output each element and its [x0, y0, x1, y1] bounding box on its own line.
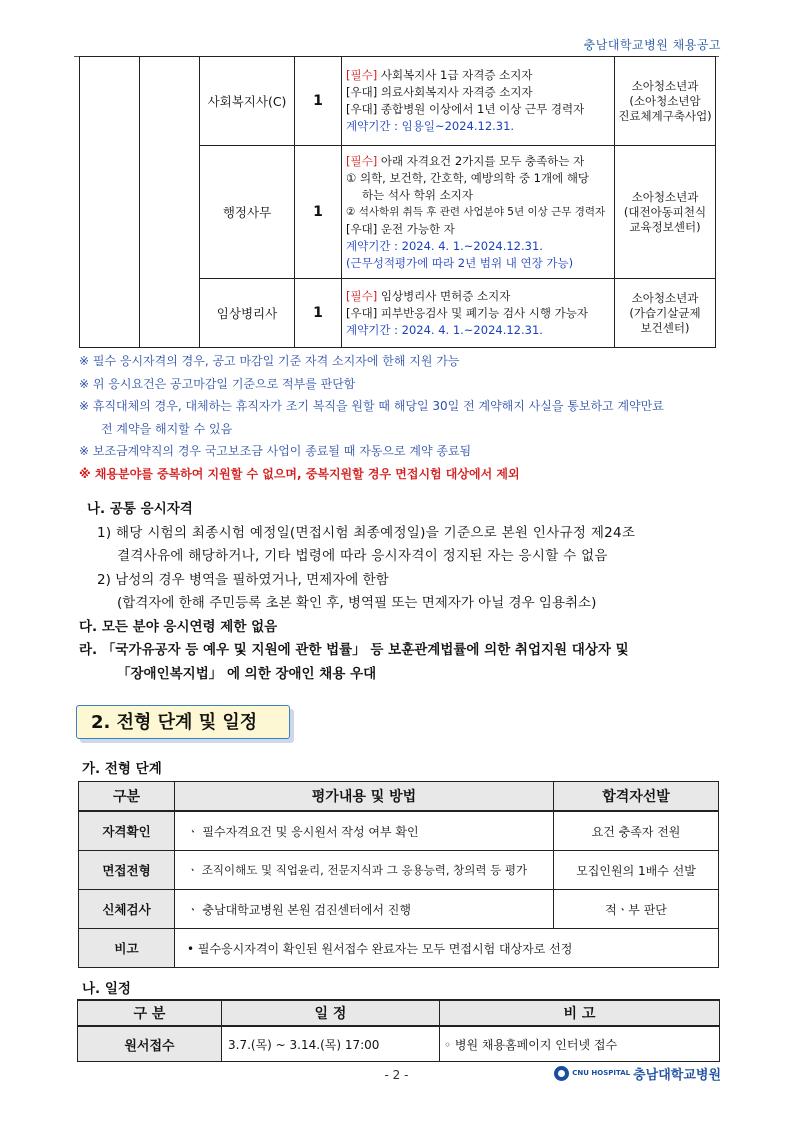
common-requirements: 나. 공통 응시자격 1) 해당 시험의 최종시험 예정일(면접시험 최종예정일)을 기준으로 본원 인사규정 제24조 결격사유에 해당하거나, 기타 법령에 따라 응시자격이 정지된 자는 응시할 수 없음 2) 남성의 경우 병역을 필하였거나, 면제자에 한함 (합격자에 한해 주민등록 초본 확인 후, 병역필 또는 면제자가 아닐 경우 임용취소) 다. 모든 분야 응시연령 제한 없음 라. 「국가유공자 등 예우 및 지원에 관한 법률」 등 보훈관계법률에 의한 취업지원 대상자 및 「장애인복지법」 에 의한 장애인 채용 우대 — [79, 498, 729, 686]
contract-period: 계약기간 : 2024. 4. 1.~2024.12.31. — [346, 238, 543, 253]
note: ※ 위 응시요건은 공고마감일 기준으로 적부를 판단함 — [79, 376, 356, 391]
table-header-row: 구분 평가내용 및 방법 합격자선발 — [79, 782, 719, 812]
subsection-title: 가. 전형 단계 — [82, 761, 162, 777]
logo-english: CNU HOSPITAL — [572, 1069, 631, 1077]
table-row: 자격확인 ㆍ 필수자격요건 및 응시원서 작성 여부 확인 요건 충족자 전원 — [79, 811, 719, 851]
job-table — [79, 56, 716, 348]
contract-extension: (근무성적평가에 따라 2년 범위 내 연장 가능) — [346, 255, 574, 270]
notes-list — [79, 350, 729, 485]
subsection-title: 나. 일정 — [82, 981, 131, 997]
note: 전 계약을 해지할 수 있음 — [101, 421, 233, 436]
job-department: 소아청소년과 (대전아동피천식 교육정보센터) — [615, 146, 716, 279]
job-requirements: [필수] 아래 자격요건 2가지를 모두 충족하는 자 ① 의학, 보건학, 간호학, 예방의학 중 1개에 해당 하는 석사 학위 소지자 ② 석사학위 취득 후 관련 사업분야 5년 이상 근무 경력자 [우대] 운전 가능한 자 계약기간 : 2024. 4. 1.~2024.12.31. (근무성적평가에 따라 2년 범위 내 연장 가능) — [342, 146, 615, 279]
job-requirements: [필수] 사회복지사 1급 자격증 소지자 [우대] 의료사회복지사 자격증 소지자 [우대] 종합병원 이상에서 1년 이상 근무 경력자 계약기간 : 임용일~2024.12.31. — [342, 57, 615, 146]
schedule-table — [77, 999, 720, 1062]
note-warning: ※ 채용분야를 중복하여 지원할 수 없으며, 중복지원할 경우 면접시험 대상에서 제외 — [79, 466, 520, 481]
job-title: 행정사무 — [200, 146, 295, 279]
job-count: 1 — [295, 279, 342, 348]
table-row: 원서접수 3.7.(목) ~ 3.14.(목) 17:00 ◦ 병원 채용홈페이지 인터넷 접수 — [78, 1026, 720, 1062]
stages-table — [78, 781, 719, 968]
note: ※ 필수 응시자격의 경우, 공고 마감일 기준 자격 소지자에 한해 지원 가능 — [79, 354, 460, 368]
hospital-logo — [554, 1064, 721, 1083]
job-count: 1 — [295, 146, 342, 279]
job-department: 소아청소년과 (가습기살균제 보건센터) — [615, 279, 716, 348]
table-row: 신체검사 ㆍ 충남대학교병원 본원 검진센터에서 진행 적ㆍ부 판단 — [79, 890, 719, 929]
section-title: 2. 전형 단계 및 일정 — [76, 705, 290, 739]
section-heading: 나. 공통 응시자격 — [87, 501, 193, 517]
section-heading: 다. 모든 분야 응시연령 제한 없음 — [79, 618, 278, 635]
job-title: 사회복지사(C) — [200, 57, 295, 146]
job-title: 임상병리사 — [200, 279, 295, 348]
job-count: 1 — [295, 57, 342, 146]
table-row — [80, 57, 716, 146]
note: ※ 휴직대체의 경우, 대체하는 휴직자가 조기 복직을 원할 때 해당일 30일 전 계약해지 사실을 통보하고 계약만료 — [79, 399, 664, 413]
job-requirements: [필수] 임상병리사 면허증 소지자 [우대] 피부반응검사 및 폐기능 검사 시행 가능자 계약기간 : 2024. 4. 1.~2024.12.31. — [342, 279, 615, 348]
contract-period: 계약기간 : 2024. 4. 1.~2024.12.31. — [346, 322, 543, 337]
page-number: - 2 - — [384, 1068, 409, 1082]
logo-korean: 충남대학교병원 — [633, 1068, 721, 1083]
logo-icon — [554, 1066, 569, 1081]
section-heading: 라. 「국가유공자 등 예우 및 지원에 관한 법률」 등 보훈관계법률에 의한 취업지원 대상자 및 — [79, 642, 629, 658]
table-row: 비고 • 필수응시자격이 확인된 원서접수 완료자는 모두 면접시험 대상자로 선정 — [79, 929, 719, 968]
contract-period: 계약기간 : 임용일~2024.12.31. — [346, 119, 515, 133]
job-department: 소아청소년과 (소아청소년암 진료체계구축사업) — [615, 57, 716, 146]
document-header-title: 충남대학교병원 채용공고 — [583, 38, 721, 52]
note: ※ 보조금계약직의 경우 국고보조금 사업이 종료될 때 자동으로 계약 종료됨 — [79, 444, 472, 458]
table-header-row: 구 분 일 정 비 고 — [78, 1000, 720, 1026]
table-row: 면접전형 ㆍ 조직이해도 및 직업윤리, 전문지식과 그 응용능력, 창의력 등 평가 모집인원의 1배수 선발 — [79, 851, 719, 890]
